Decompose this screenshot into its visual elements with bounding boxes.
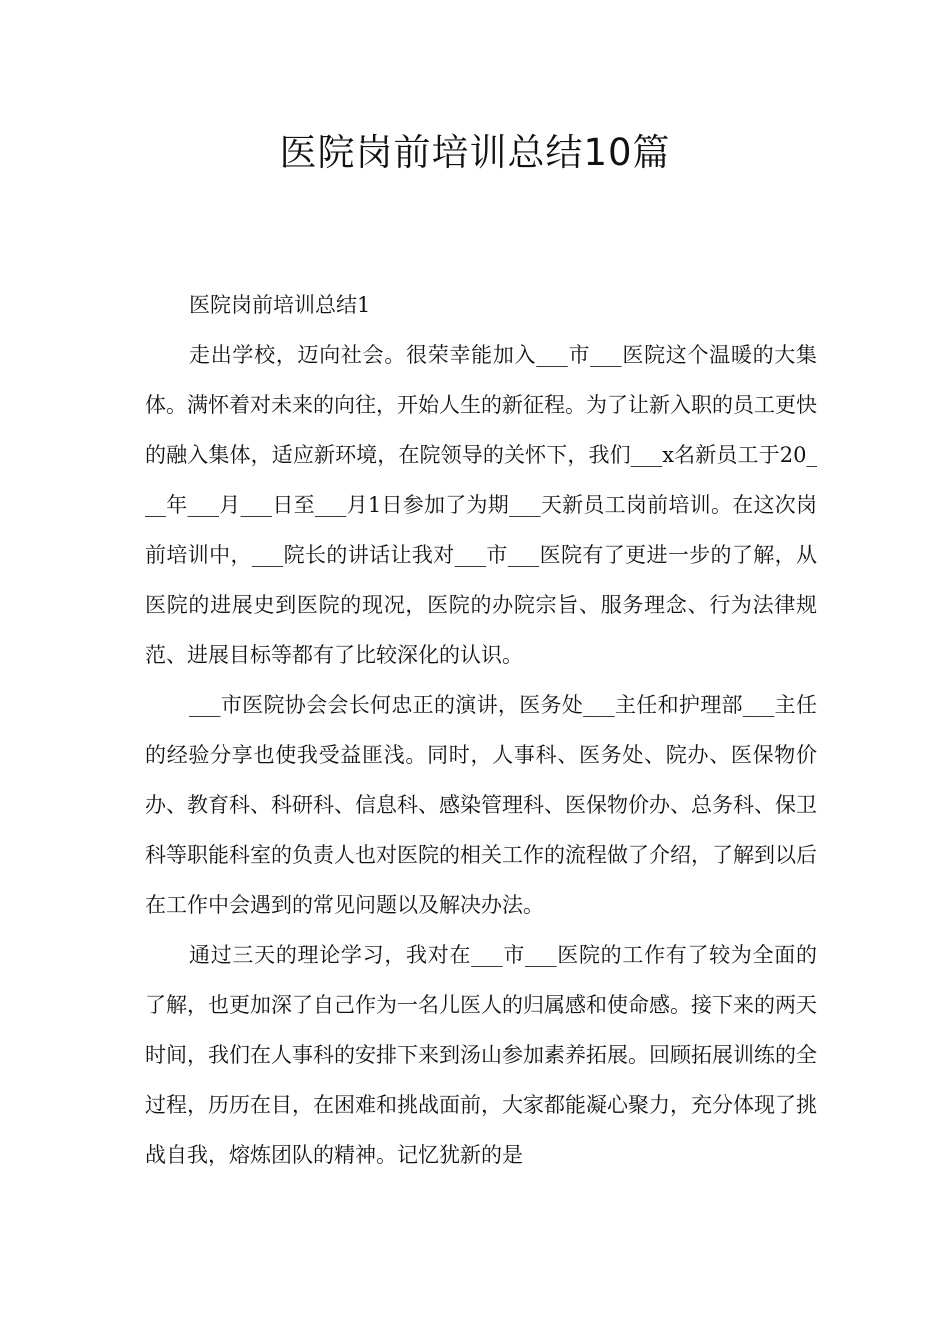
paragraph-3: 通过三天的理论学习，我对在___市___医院的工作有了较为全面的了解，也更加深了自己作为一名儿医人的归属感和使命感。接下来的两天时间，我们在人事科的安排下来到汤山参加素养拓展。回顾拓展训练的全过程，历历在目，在困难和挑战面前，大家都能凝心聚力，充分体现了挑战自我，熔炼团队的精神。记忆犹新的是 — [145, 943, 817, 1167]
paragraph-2: ___市医院协会会长何忠正的演讲，医务处___主任和护理部___主任的经验分享也使我受益匪浅。同时，人事科、医务处、院办、医保物价办、教育科、科研科、信息科、感染管理科、医保物价办、总务科、保卫科等职能科室的负责人也对医院的相关工作的流程做了介绍，了解到以后在工作中会遇到的常见问题以及解决办法。 — [145, 693, 817, 917]
document-title: 医院岗前培训总结10篇 — [279, 131, 671, 174]
section-heading: 医院岗前培训总结1 — [189, 293, 371, 317]
document-body — [145, 280, 817, 1180]
paragraph-1: 走出学校，迈向社会。很荣幸能加入___市___医院这个温暖的大集体。满怀着对未来的向往，开始人生的新征程。为了让新入职的员工更快的融入集体，适应新环境，在院领导的关怀下，我们___x名新员工于20___年___月___日至___月1日参加了为期___天新员工岗前培训。在这次岗前培训中，___院长的讲话让我对___市___医院有了更进一步的了解，从医院的进展史到医院的现况，医院的办院宗旨、服务理念、行为法律规范、进展目标等都有了比较深化的认识。 — [145, 343, 817, 667]
